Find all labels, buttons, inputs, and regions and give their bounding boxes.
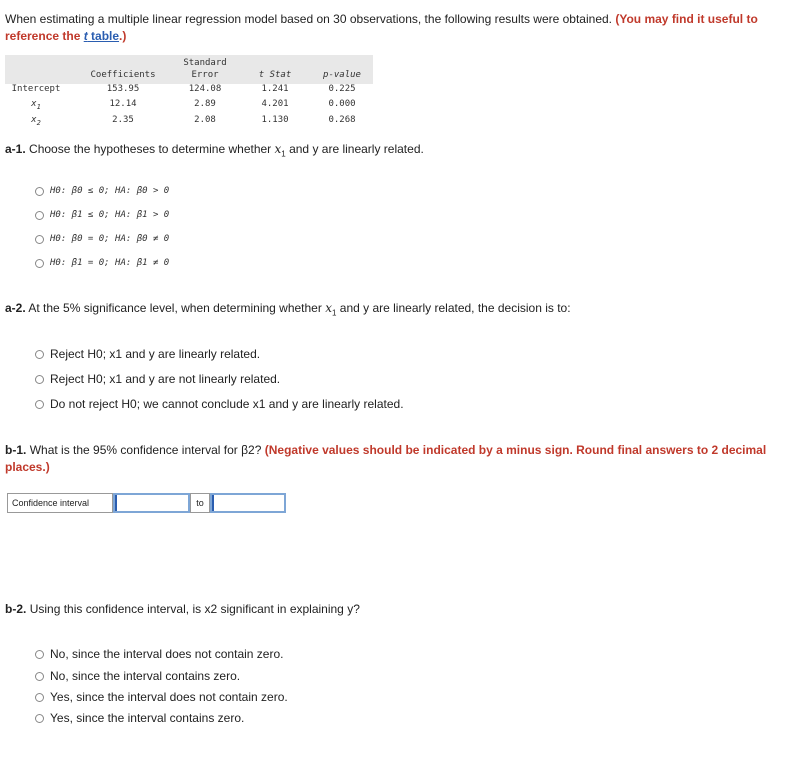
- b2-option-3[interactable]: Yes, since the interval does not contain zero.: [35, 690, 288, 704]
- col-header-coefficients: Coefficients: [90, 70, 156, 80]
- intro-paragraph: [5, 11, 795, 45]
- row-label-x1: $x_1$: [31, 99, 41, 111]
- cell-pvalue: 0.225: [328, 84, 356, 94]
- radio-button[interactable]: [35, 211, 44, 220]
- question-a2: a-2. At the 5% significance level, when determining whether $x_1$ and y are linearly related, the decision is to:: [5, 301, 571, 318]
- intro-text: When estimating a multiple linear regression model based on 30 observations, the following results were obtained.: [5, 12, 613, 26]
- question-a1: a-1. Choose the hypotheses to determine whether $x_1$ and y are linearly related.: [5, 142, 424, 159]
- regression-table: [5, 55, 373, 128]
- cell-se: 124.08: [188, 84, 222, 94]
- radio-button[interactable]: [35, 259, 44, 268]
- cell-coef: 153.95: [106, 84, 140, 94]
- radio-button[interactable]: [35, 350, 44, 359]
- b2-option-4[interactable]: Yes, since the interval contains zero.: [35, 711, 244, 725]
- radio-button[interactable]: [35, 693, 44, 702]
- row-label-x2: $x_2$: [31, 115, 41, 127]
- radio-button[interactable]: [35, 400, 44, 409]
- a1-option-4[interactable]: H0: β1 = 0; HA: β1 ≠ 0: [35, 258, 169, 268]
- ci-lower-input[interactable]: [113, 493, 190, 513]
- radio-button[interactable]: [35, 187, 44, 196]
- b2-option-1[interactable]: No, since the interval does not contain zero.: [35, 647, 283, 661]
- radio-button[interactable]: [35, 650, 44, 659]
- confidence-interval-label: Confidence interval: [7, 493, 113, 513]
- a2-option-2[interactable]: Reject H0; x1 and y are not linearly related.: [35, 372, 280, 386]
- col-header-error: Error: [191, 70, 219, 80]
- ci-upper-input[interactable]: [210, 493, 286, 513]
- cell-coef: 12.14: [109, 99, 137, 109]
- col-header-tstat: t Stat: [258, 70, 292, 80]
- ci-to-label: to: [190, 493, 210, 513]
- a2-option-1[interactable]: Reject H0; x1 and y are linearly related.: [35, 347, 260, 361]
- cell-pvalue: 0.268: [328, 115, 356, 125]
- b2-option-2[interactable]: No, since the interval contains zero.: [35, 669, 240, 683]
- intro-note: (You may find it useful to reference the t table.): [5, 12, 758, 43]
- cell-coef: 2.35: [112, 115, 134, 125]
- cell-se: 2.89: [194, 99, 216, 109]
- radio-button[interactable]: [35, 714, 44, 723]
- col-header-pvalue: p-value: [323, 70, 361, 80]
- question-b2: b-2. Using this confidence interval, is x2 significant in explaining y?: [5, 602, 360, 616]
- radio-button[interactable]: [35, 375, 44, 384]
- cell-tstat: 1.130: [261, 115, 289, 125]
- cell-tstat: 4.201: [261, 99, 289, 109]
- question-b1: b-1. What is the 95% confidence interval for β2? (Negative values should be indicated by a minus sign. Round final answers to 2 decimal places.): [5, 443, 767, 474]
- t-table-link[interactable]: t table: [83, 29, 120, 43]
- a1-option-2[interactable]: H0: β1 ≤ 0; HA: β1 > 0: [35, 210, 169, 220]
- cell-pvalue: 0.000: [328, 99, 356, 109]
- a2-option-3[interactable]: Do not reject H0; we cannot conclude x1 and y are linearly related.: [35, 397, 404, 411]
- a1-option-3[interactable]: H0: β0 = 0; HA: β0 ≠ 0: [35, 234, 169, 244]
- col-header-standard: Standard: [183, 58, 227, 68]
- radio-button[interactable]: [35, 672, 44, 681]
- a1-option-1[interactable]: H0: β0 ≤ 0; HA: β0 > 0: [35, 186, 169, 196]
- radio-button[interactable]: [35, 235, 44, 244]
- row-label-intercept: Intercept: [11, 84, 61, 94]
- cell-tstat: 1.241: [261, 84, 289, 94]
- cell-se: 2.08: [194, 115, 216, 125]
